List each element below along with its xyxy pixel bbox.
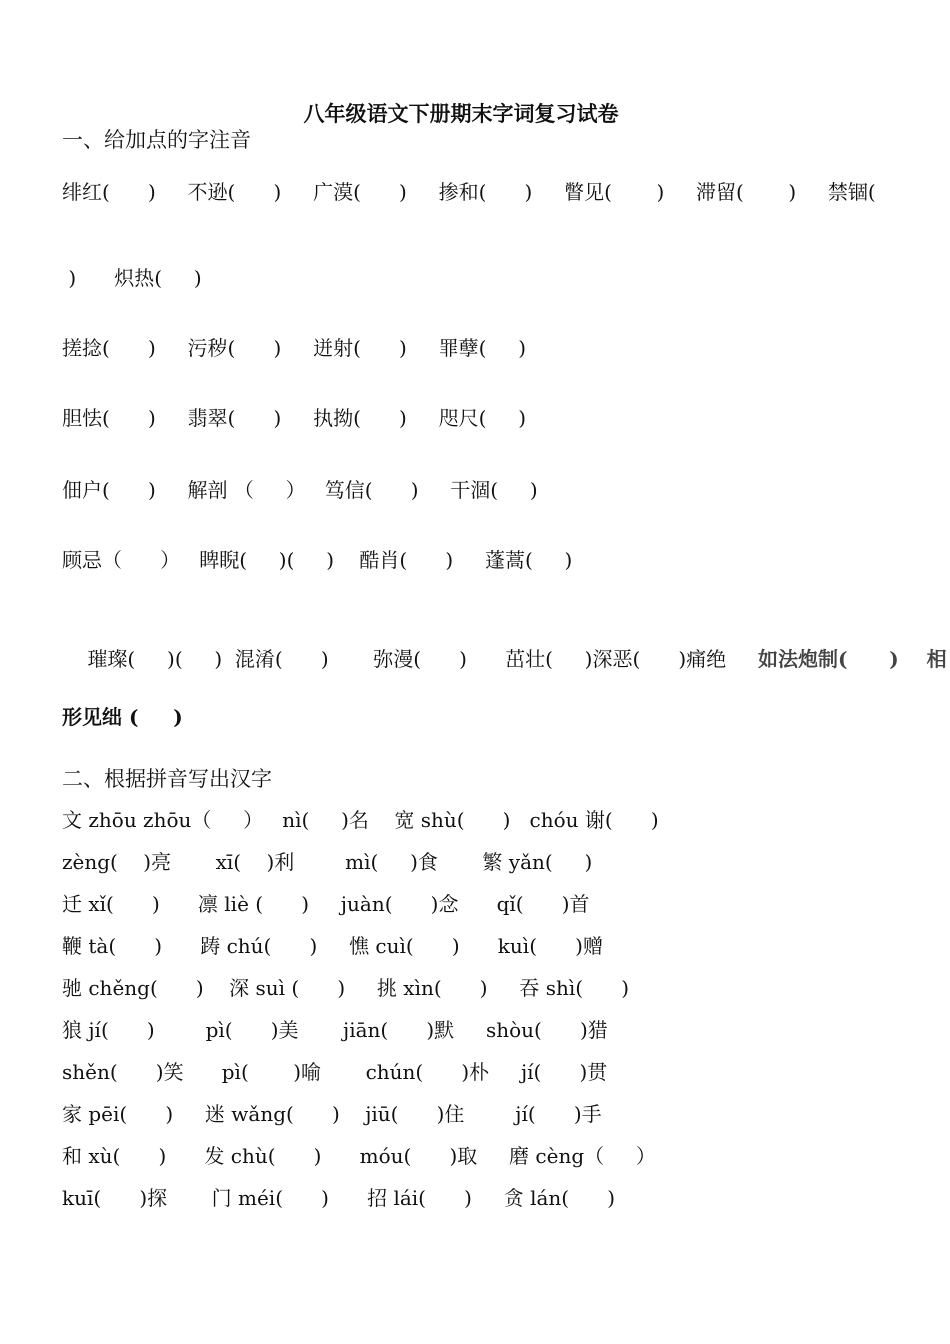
pinyin-line-3: 搓捻( ) 污秽( ) 迸射( ) 罪孽( ): [62, 336, 527, 360]
hanzi-line-10: kuī( )探 门 méi( ) 招 lái( ) 贪 lán( ): [62, 1186, 616, 1210]
pinyin-line-6: 顾忌（ ） 睥睨( )( ) 酷肖( ) 蓬蒿( ): [62, 548, 573, 572]
hanzi-line-3: 迁 xǐ( ) 凛 liè ( ) juàn( )念 qǐ( )首: [62, 892, 590, 916]
pinyin-line-2: ) 炽热( ): [62, 266, 202, 290]
hanzi-line-5: 驰 chěng( ) 深 suì ( ) 挑 xìn( ) 吞 shì( ): [62, 976, 630, 1000]
hanzi-line-8: 家 pēi( ) 迷 wǎng( ) jiū( )住 jí( )手: [62, 1102, 602, 1126]
pinyin-line-1: 绯红( ) 不逊( ) 广漠( ) 掺和( ) 瞥见( ) 滞留( ) 禁锢(: [62, 180, 876, 204]
page-title: 八年级语文下册期末字词复习试卷: [303, 101, 619, 126]
hanzi-line-7: shěn( )笑 pì( )喻 chún( )朴 jí( )贯: [62, 1060, 608, 1084]
pinyin-line-5: 佃户( ) 解剖 （ ） 笃信( ) 干涸( ): [62, 478, 538, 502]
section-2-heading: 二、根据拼音写出汉字: [62, 767, 272, 791]
hanzi-line-2: zèng( )亮 xī( )利 mì( )食 繁 yǎn( ): [62, 850, 593, 874]
pinyin-line-7-text: 璀璨( )( ) 混淆( ) 弥漫( ) 茁壮( )深恶( )痛绝: [87, 647, 759, 671]
hanzi-line-9: 和 xù( ) 发 chù( ) móu( )取 磨 cèng（ ）: [62, 1144, 656, 1168]
hanzi-line-1: 文 zhōu zhōu（ ） nì( )名 宽 shù( ) chóu 谢( ): [62, 808, 659, 832]
pinyin-line-8: 形见绌 ( ): [62, 705, 183, 729]
pinyin-line-7-bold-tail: 如法炮制( ) 相: [758, 647, 947, 671]
pinyin-line-4: 胆怯( ) 翡翠( ) 执拗( ) 咫尺( ): [62, 406, 527, 430]
section-1-heading: 一、给加点的字注音: [62, 128, 251, 152]
pinyin-line-7: [62, 617, 947, 701]
hanzi-line-6: 狼 jí( ) pì( )美 jiān( )默 shòu( )猎: [62, 1018, 608, 1042]
hanzi-line-4: 鞭 tà( ) 踌 chú( ) 憔 cuì( ) kuì( )赠: [62, 934, 603, 958]
